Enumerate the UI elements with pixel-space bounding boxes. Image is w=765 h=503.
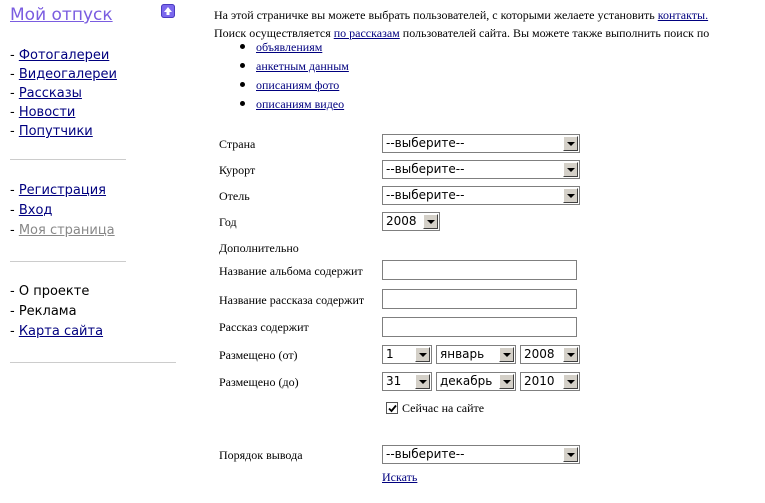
country-label: Страна (219, 137, 256, 151)
nav-news[interactable]: Новости (18, 105, 76, 120)
contacts-link[interactable]: контакты. (657, 8, 709, 22)
by-stories-link[interactable]: по рассказам (333, 26, 400, 40)
nav-advertising: Реклама (18, 304, 77, 319)
site-title-link[interactable]: Мой отпуск (10, 5, 113, 25)
online-now-checkbox[interactable] (386, 402, 398, 414)
story-content-input[interactable] (382, 317, 577, 337)
intro-line-1: На этой страничке вы можете выбрать пользователей, с которыми желаете установить контакты. (214, 8, 709, 22)
chevron-down-icon (563, 162, 578, 177)
chevron-down-icon (415, 347, 430, 362)
nav-stories[interactable]: Рассказы (18, 86, 82, 101)
search-by-profile-link[interactable]: анкетным данным (256, 59, 349, 73)
chevron-down-icon (563, 188, 578, 203)
scroll-up-icon[interactable] (161, 4, 175, 18)
account-nav: - Регистрация - Вход - Моя страница (10, 183, 115, 238)
chevron-down-icon (563, 447, 578, 462)
order-select[interactable]: --выберите-- (382, 445, 580, 464)
to-year-select[interactable]: 2010 (520, 372, 580, 391)
search-by-ads-link[interactable]: объявлениям (256, 40, 323, 54)
online-now-label: Сейчас на сайте (402, 401, 485, 415)
search-link[interactable]: Искать (382, 470, 418, 484)
sidebar-divider (10, 159, 126, 160)
album-title-input[interactable] (382, 260, 577, 280)
chevron-down-icon (423, 214, 438, 229)
year-label: Год (219, 215, 237, 229)
list-item (240, 95, 349, 114)
chevron-down-icon (563, 136, 578, 151)
chevron-down-icon (499, 347, 514, 362)
year-select[interactable]: 2008 (382, 212, 440, 231)
nav-about: О проекте (18, 284, 90, 299)
from-month-select[interactable]: январь (436, 345, 516, 364)
nav-login[interactable]: Вход (18, 203, 53, 218)
posted-to-label: Размещено (до) (219, 375, 299, 389)
posted-from-label: Размещено (от) (219, 348, 298, 362)
country-select[interactable]: --выберите-- (382, 134, 580, 153)
sidebar-divider (10, 362, 176, 363)
chevron-down-icon (499, 374, 514, 389)
hotel-select[interactable]: --выберите-- (382, 186, 580, 205)
to-month-select[interactable]: декабрь (436, 372, 516, 391)
story-content-label: Рассказ содержит (219, 320, 309, 334)
chevron-down-icon (415, 374, 430, 389)
intro-line-2: Поиск осуществляется по рассказам пользователей сайта. Вы можете также выполнить поиск по (214, 26, 710, 40)
resort-select[interactable]: --выберите-- (382, 160, 580, 179)
from-day-select[interactable]: 1 (382, 345, 432, 364)
chevron-down-icon (563, 347, 578, 362)
to-day-select[interactable]: 31 (382, 372, 432, 391)
list-item (240, 76, 349, 95)
resort-label: Курорт (219, 163, 256, 177)
search-by-photo-link[interactable]: описаниям фото (256, 78, 340, 92)
chevron-down-icon (563, 374, 578, 389)
story-title-label: Название рассказа содержит (219, 293, 365, 307)
nav-my-page[interactable]: Моя страница (18, 223, 115, 238)
album-title-label: Название альбома содержит (219, 264, 363, 278)
story-title-input[interactable] (382, 289, 577, 309)
from-year-select[interactable]: 2008 (520, 345, 580, 364)
nav-register[interactable]: Регистрация (18, 183, 107, 198)
nav-companions[interactable]: Попутчики (18, 124, 93, 139)
nav-photo-galleries[interactable]: Фотогалереи (18, 48, 110, 63)
nav-sitemap[interactable]: Карта сайта (18, 324, 104, 339)
checkmark-icon (387, 403, 398, 414)
search-by-video-link[interactable]: описаниям видео (256, 97, 345, 111)
search-options-list (240, 38, 349, 114)
info-nav: - О проекте - Реклама - Карта сайта (10, 284, 104, 339)
nav-video-galleries[interactable]: Видеогалереи (18, 67, 117, 82)
main-nav: - Фотогалереи - Видеогалереи - Рассказы - Новости - Попутчики (10, 48, 117, 139)
sidebar-divider (10, 261, 126, 262)
list-item (240, 38, 349, 57)
extra-heading: Дополнительно (219, 241, 299, 255)
hotel-label: Отель (219, 189, 250, 203)
list-item (240, 57, 349, 76)
order-label: Порядок вывода (219, 448, 303, 462)
